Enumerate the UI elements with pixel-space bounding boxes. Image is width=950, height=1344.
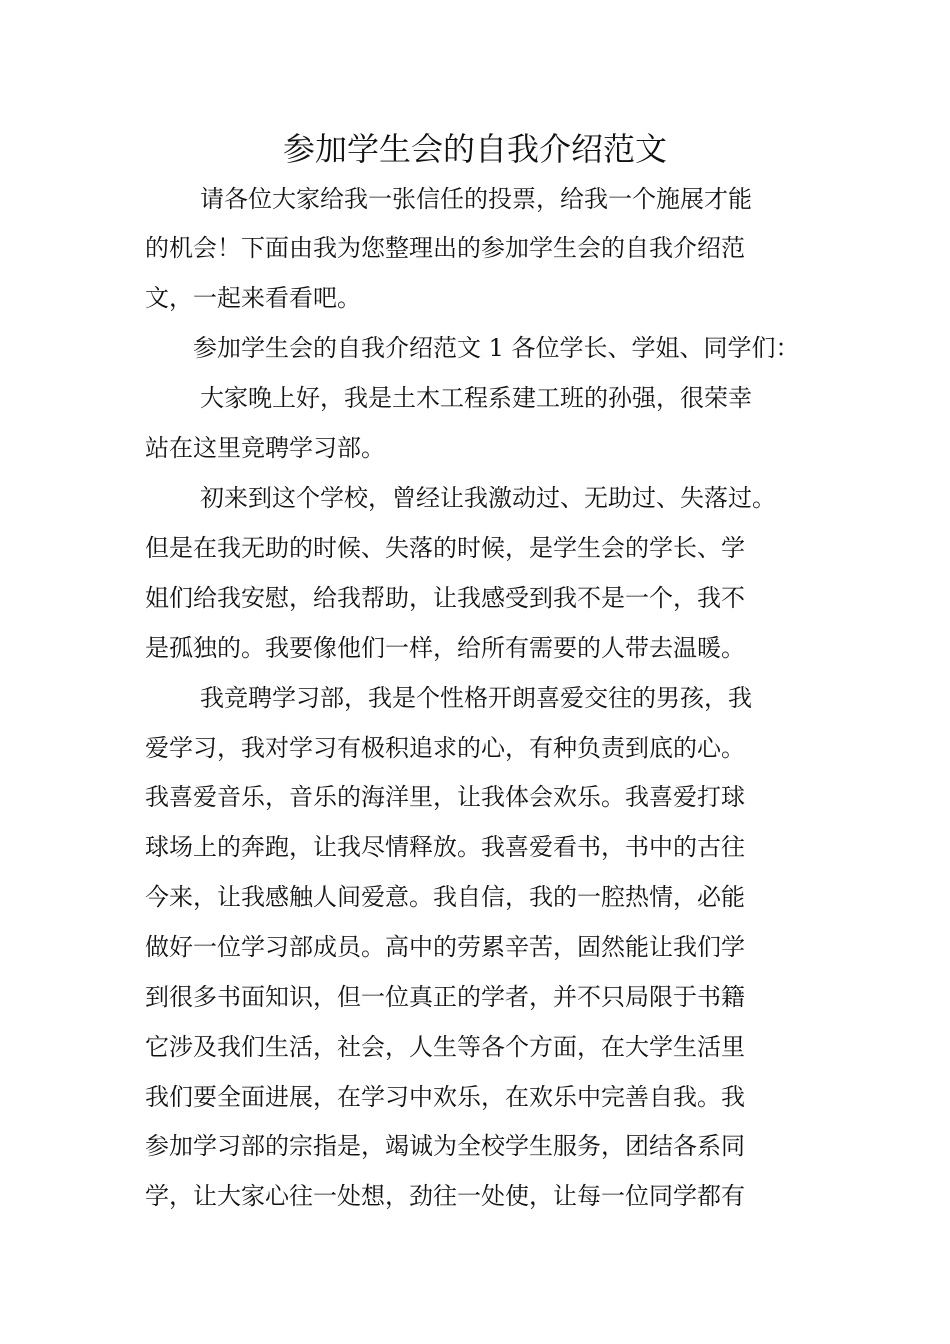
body-line: 到很多书面知识，但一位真正的学者，并不只局限于书籍 <box>145 983 745 1011</box>
body-line: 今来，让我感触人间爱意。我自信，我的一腔热情，必能 <box>145 883 745 911</box>
body-line: 学，让大家心往一处想，劲往一处使，让每一位同学都有 <box>145 1182 745 1210</box>
body-line: 文，一起来看看吧。 <box>145 284 361 312</box>
body-line: 站在这里竞聘学习部。 <box>145 434 385 462</box>
body-line: 大家晚上好，我是土木工程系建工班的孙强，很荣幸 <box>200 384 752 412</box>
body-line: 球场上的奔跑，让我尽情释放。我喜爱看书，书中的古往 <box>145 833 745 861</box>
body-line: 我喜爱音乐，音乐的海洋里，让我体会欢乐。我喜爱打球 <box>145 783 745 811</box>
body-line: 初来到这个学校，曾经让我激动过、无助过、失落过。 <box>200 484 776 512</box>
document-title: 参加学生会的自我介绍范文 <box>282 130 667 168</box>
body-line: 参加学生会的自我介绍范文 1 各位学长、学姐、同学们： <box>193 334 800 362</box>
body-line: 做好一位学习部成员。高中的劳累辛苦，固然能让我们学 <box>145 933 745 961</box>
body-line: 参加学习部的宗指是，竭诚为全校学生服务，团结各系同 <box>145 1132 745 1160</box>
body-line: 它涉及我们生活，社会，人生等各个方面，在大学生活里 <box>145 1033 745 1061</box>
body-line: 姐们给我安慰，给我帮助，让我感受到我不是一个，我不 <box>145 584 745 612</box>
body-line: 我们要全面进展，在学习中欢乐，在欢乐中完善自我。我 <box>145 1083 745 1111</box>
body-line: 但是在我无助的时候、失落的时候，是学生会的学长、学 <box>145 534 745 562</box>
body-line: 爱学习，我对学习有极积追求的心，有种负责到底的心。 <box>145 734 745 762</box>
body-line: 请各位大家给我一张信任的投票，给我一个施展才能 <box>200 185 752 213</box>
body-line: 我竞聘学习部，我是个性格开朗喜爱交往的男孩，我 <box>200 684 752 712</box>
body-line: 是孤独的。我要像他们一样，给所有需要的人带去温暖。 <box>145 634 745 662</box>
body-line: 的机会！下面由我为您整理出的参加学生会的自我介绍范 <box>145 234 745 262</box>
